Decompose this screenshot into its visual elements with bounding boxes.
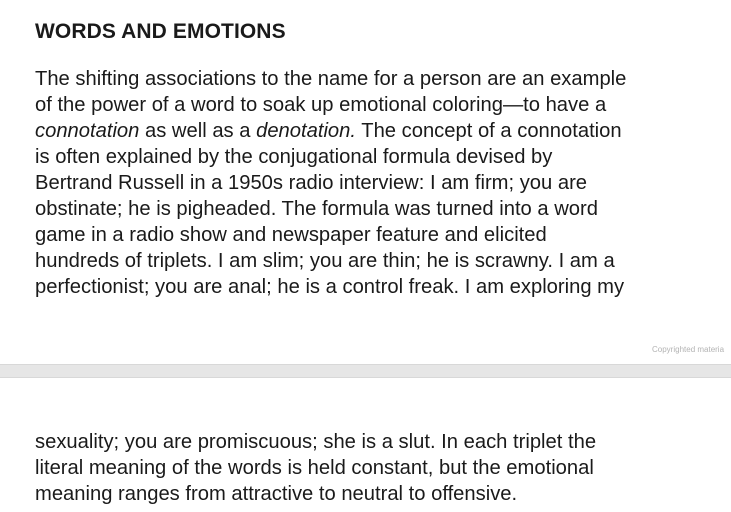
- text-line: [35, 118, 626, 144]
- text-line: obstinate; he is pigheaded. The formula was turned into a word: [35, 198, 598, 220]
- text-line: is often explained by the conjugational formula devised by: [35, 146, 553, 168]
- text-line: of the power of a word to soak up emotional coloring—to have a: [35, 94, 607, 116]
- page-separator: [0, 364, 731, 378]
- italic-term-denotation: denotation.: [256, 120, 356, 142]
- text-line: Bertrand Russell in a 1950s radio interview: I am firm; you are: [35, 172, 588, 194]
- text-segment: The concept of a connotation: [356, 120, 622, 142]
- text-line: The shifting associations to the name for a person are an example: [35, 68, 627, 90]
- copyright-watermark: Copyrighted materia: [652, 345, 725, 354]
- body-text-page-1: [35, 66, 626, 300]
- italic-term-connotation: connotation: [35, 120, 140, 142]
- text-line: meaning ranges from attractive to neutral to offensive.: [35, 483, 518, 505]
- body-text-page-2: [35, 429, 596, 507]
- section-heading: WORDS AND EMOTIONS: [35, 20, 286, 43]
- page-2: [0, 378, 731, 512]
- text-line: sexuality; you are promiscuous; she is a slut. In each triplet the: [35, 431, 597, 453]
- text-line: hundreds of triplets. I am slim; you are thin; he is scrawny. I am a: [35, 250, 615, 272]
- text-line: perfectionist; you are anal; he is a control freak. I am exploring my: [35, 276, 625, 298]
- text-line: literal meaning of the words is held constant, but the emotional: [35, 457, 594, 479]
- text-segment: as well as a: [139, 120, 257, 142]
- text-line: game in a radio show and newspaper feature and elicited: [35, 224, 547, 246]
